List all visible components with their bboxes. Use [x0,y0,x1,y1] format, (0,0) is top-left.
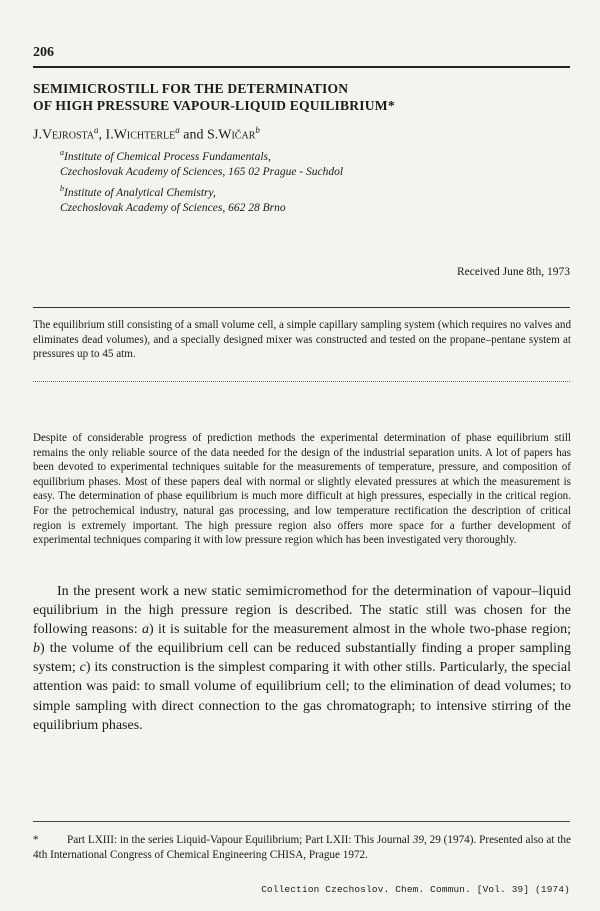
paper-title [33,80,573,114]
received-date: Received June 8th, 1973 [456,266,570,278]
author-separator-2: and [179,127,207,143]
author-separator-1: , [98,127,106,143]
footnote: * Part LXIII: in the series Liquid-Vapour Equilibrium; Part LXII: This Journal 39, 29 (1974). Presented also at the 4th International Congress of Chemical Engineering CHISA, Prague 1972. [33,834,571,861]
header-rule [33,66,570,68]
footnote-volume: 39 [412,834,424,846]
list-marker-a: a [141,622,149,638]
author-2: I.Wichterle [105,127,176,143]
author-3-affil-mark: b [255,125,260,135]
author-1-affil-mark: a [94,125,99,135]
affiliation-a-mark: a [60,148,64,157]
page-number: 206 [33,45,54,60]
abstract-bottom-rule [33,381,570,382]
list-marker-b: b [33,641,40,657]
body-paragraph-2: In the present work a new static semimicromethod for the determination of vapour–liquid equilibrium in the high pressure region is described. The static still was chosen for the following reasons: a) it is suitable for the measurement almost in the whole two-phase region; b) the volume of the equilibrium cell can be reduced substantially finding a proper sampling system; c) its construction is the simplest comparing it with other stills. Particularly, the special attention was paid: to small volume of equilibrium cell; to the elimination of dead volumes; to simple sampling with direct connection to the gas chromatograph; to intensive stirring of the equilibrium phases. [33,584,572,733]
abstract: The equilibrium still consisting of a small volume cell, a simple capillary sampling system (which requires no valves and eliminates dead volumes), and a specially designed mixer was constructed and tested on the propane–pentane system at pressures up to 45 atm. [33,319,571,361]
abstract-top-rule [33,307,570,308]
journal-reference: Collection Czechoslov. Chem. Commun. [Vol. 39] (1974) [261,884,570,895]
author-3: S.Wičar [206,127,256,143]
author-2-affil-mark: a [175,125,180,135]
affiliation-b-line-1: $^b$Institute of Analytical Chemistry, [60,183,216,199]
author-1: J.Vejrosta [33,127,95,143]
affiliation-b-mark: b [60,183,64,193]
affiliation-a-line-2: Czechoslovak Academy of Sciences, 165 02 Prague - Suchdol [60,166,344,179]
list-marker-c: c [79,660,86,676]
footnote-mark: * [33,834,39,846]
footnote-rule [33,821,570,822]
body-paragraph-1: Despite of considerable progress of prediction methods the experimental determination of phase equilibrium still remains the only reliable source of the data needed for the design of the industrial separation units. A lot of papers has been devoted to experimental techniques suitable for the measurements of temperature, pressure, and composition of equilibrium phases. Most of these papers deal with normal or slightly elevated pressures at which the measurement is easy. The determination of phase equilibrium is much more difficult at high pressures, especially in the critical region. For the petrochemical industry, natural gas processing, and low temperature rectification the description of critical region is extremely important. The high pressure region also offers more space for a further development of experimental techniques comparing it with low pressure region which has been investigated very thoroughly. [33,432,571,547]
affiliation-b-line-2: Czechoslovak Academy of Sciences, 662 28 Brno [60,202,286,215]
author-list [33,125,260,144]
affiliations [60,145,520,217]
title-line-1: SEMIMICROSTILL FOR THE DETERMINATION [33,81,349,96]
title-line-2: OF HIGH PRESSURE VAPOUR-LIQUID EQUILIBRIUM* [33,98,395,113]
affiliation-a-line-1: $^a$Institute of Chemical Process Fundamentals, [60,148,271,163]
